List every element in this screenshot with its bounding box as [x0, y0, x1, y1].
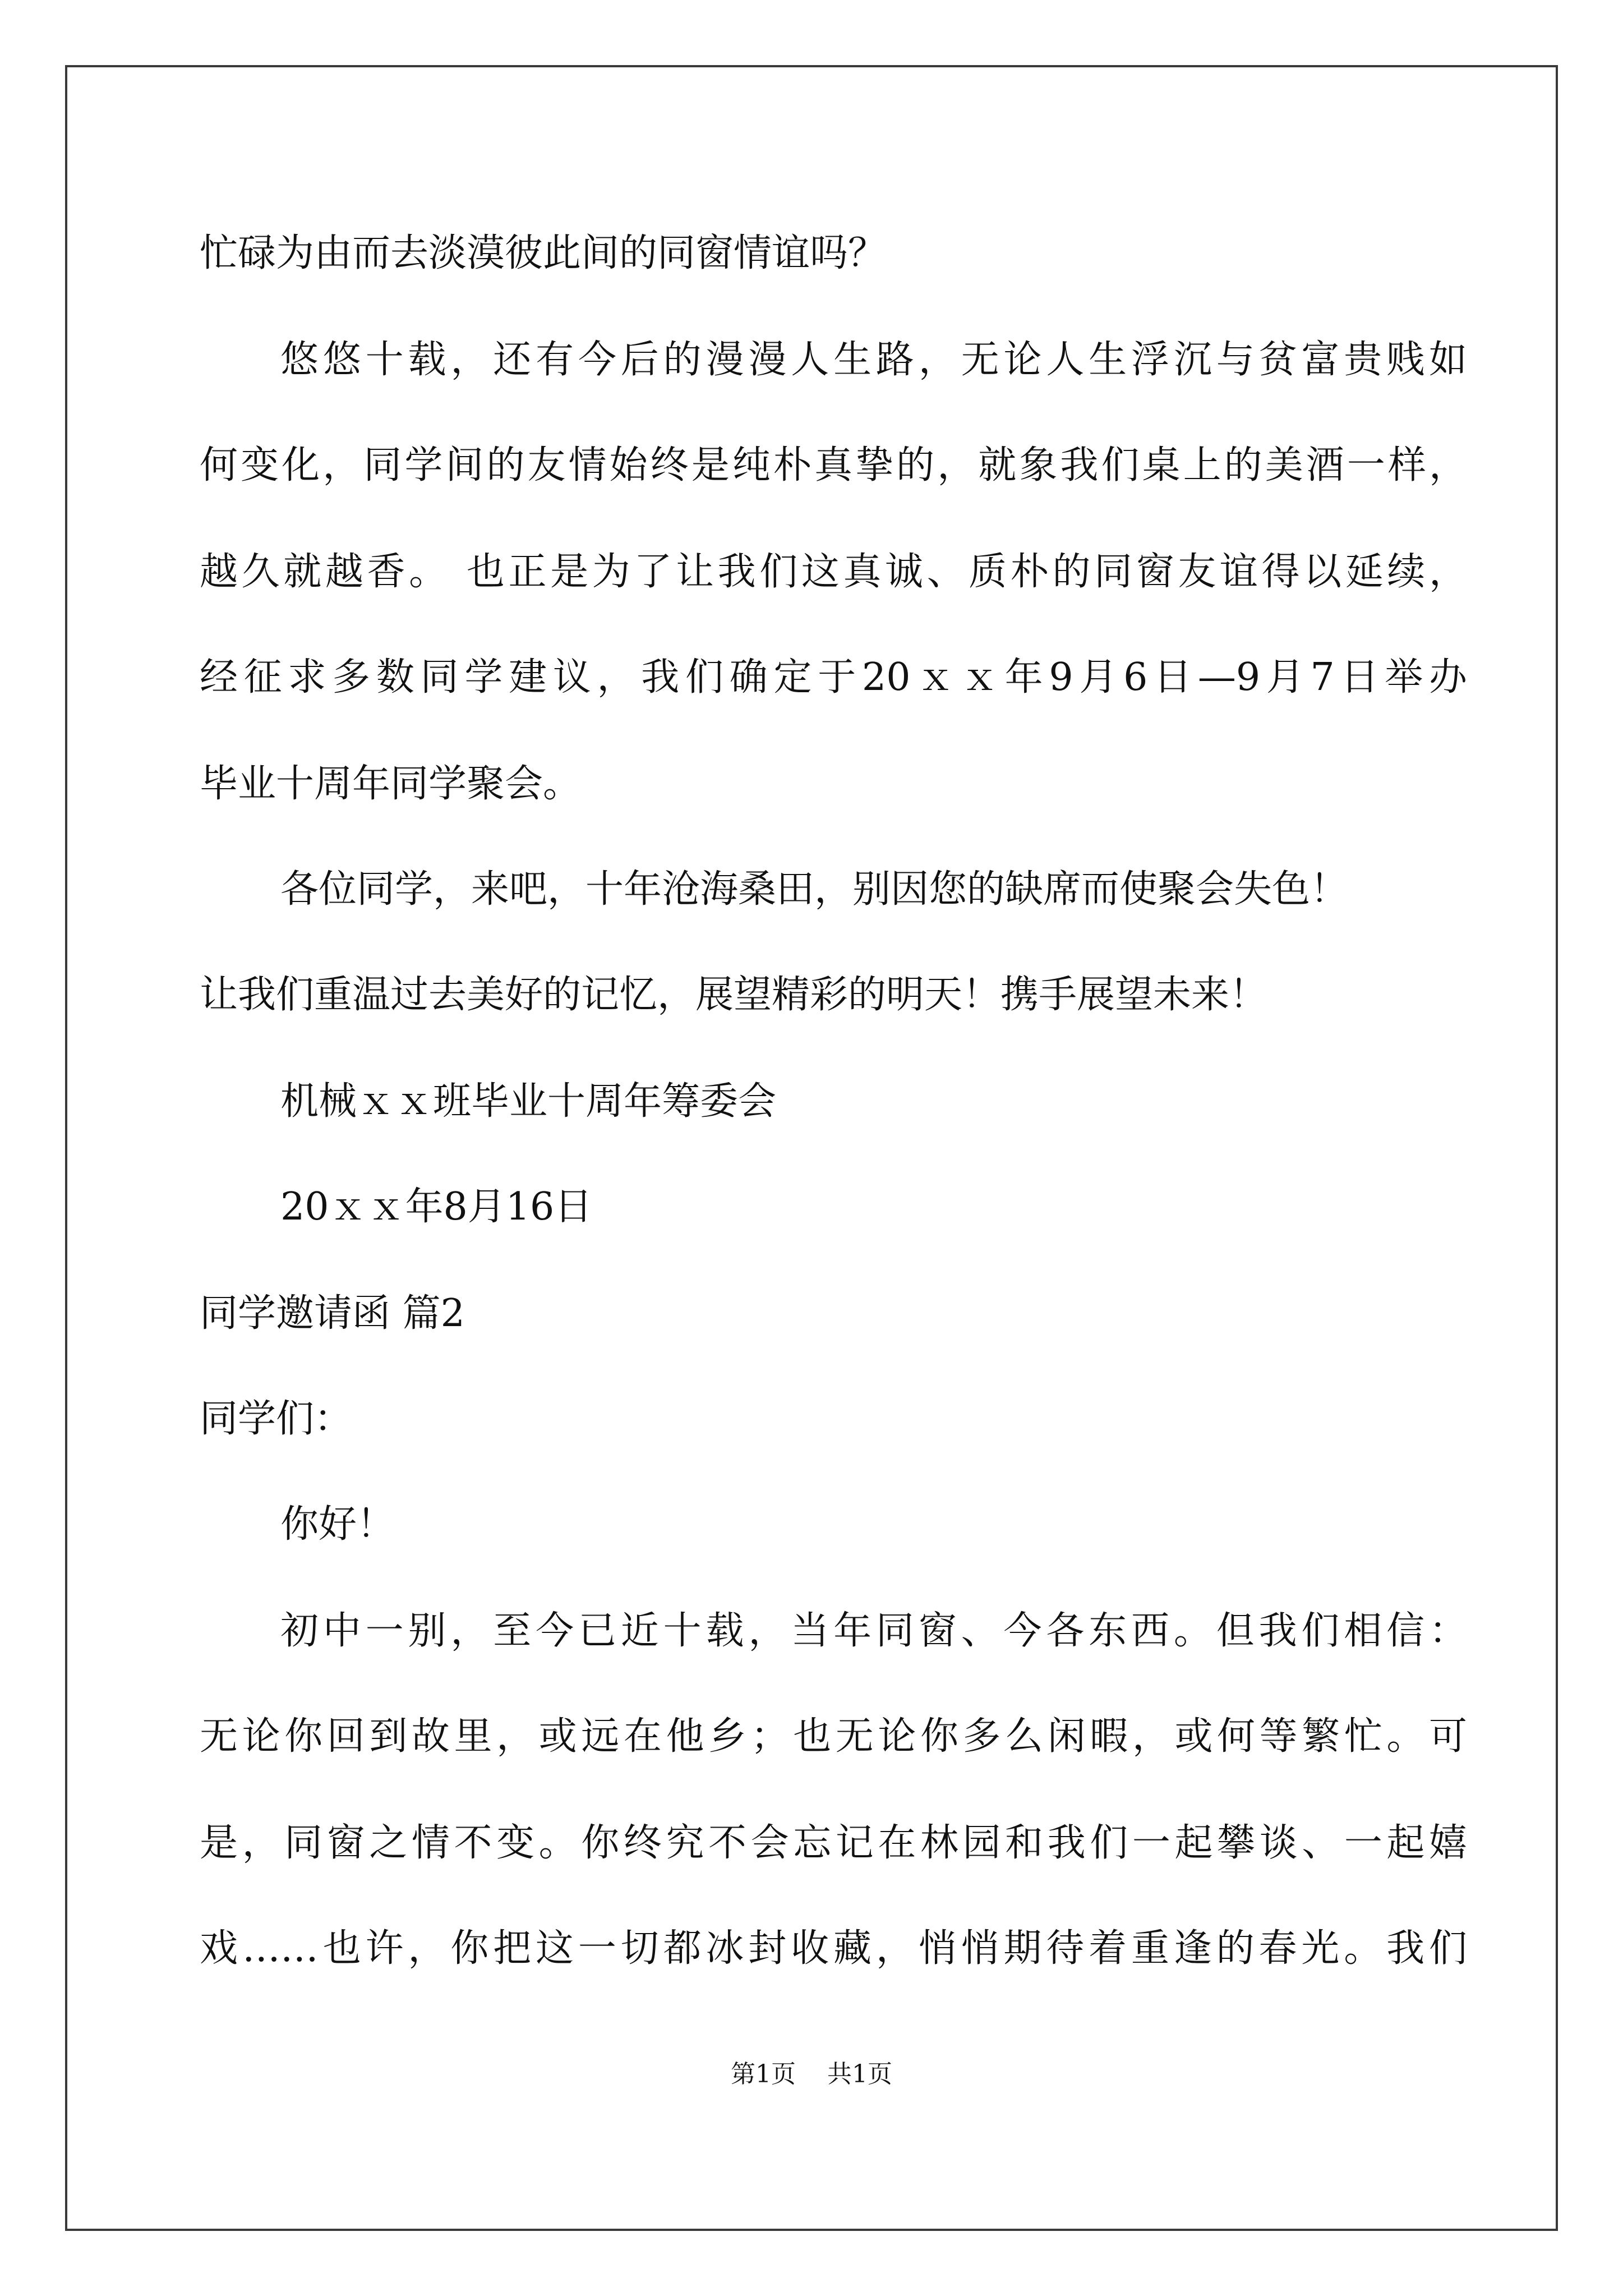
- signature-committee: 机械ｘｘ班毕业十周年筹委会: [280, 1079, 777, 1124]
- text-line: 忙碌为由而去淡漠彼此间的同窗情谊吗？: [200, 231, 887, 275]
- text-line: 各位同学，来吧，十年沧海桑田，别因您的缺席而使聚会失色！: [280, 867, 1349, 912]
- salutation: 同学们：: [200, 1397, 353, 1441]
- page-total: 共1页: [827, 2060, 892, 2088]
- text-line: 毕业十周年同学聚会。: [200, 762, 582, 806]
- text-line: 悠悠十载，还有今后的漫漫人生路，无论人生浮沉与贫富贵贱如: [280, 338, 1467, 382]
- text-line: 何变化，同学间的友情始终是纯朴真挚的，就象我们桌上的美酒一样，: [200, 443, 1467, 487]
- section-heading: 同学邀请函 篇2: [200, 1291, 465, 1336]
- text-line: 让我们重温过去美好的记忆，展望精彩的明天！携手展望未来！: [200, 973, 1268, 1017]
- page-footer: [0, 2058, 1623, 2091]
- text-line: 经征求多数同学建议，我们确定于20ｘｘ年9月6日—9月7日举办: [200, 655, 1467, 700]
- page-border: [65, 65, 1558, 2231]
- text-line: 无论你回到故里，或远在他乡；也无论你多么闲暇，或何等繁忙。可: [200, 1714, 1467, 1759]
- greeting: 你好！: [280, 1502, 395, 1547]
- text-line: 越久就越香。 也正是为了让我们这真诚、质朴的同窗友谊得以延续，: [200, 550, 1467, 594]
- text-line: 初中一别，至今已近十载，当年同窗、今各东西。但我们相信：: [280, 1609, 1467, 1653]
- text-line: 戏……也许，你把这一切都冰封收藏，悄悄期待着重逢的春光。我们: [200, 1926, 1467, 1971]
- signature-date: 20ｘｘ年8月16日: [280, 1185, 593, 1229]
- page-number: 第1页: [731, 2060, 796, 2088]
- text-line: 是，同窗之情不变。你终究不会忘记在林园和我们一起攀谈、一起嬉: [200, 1821, 1467, 1865]
